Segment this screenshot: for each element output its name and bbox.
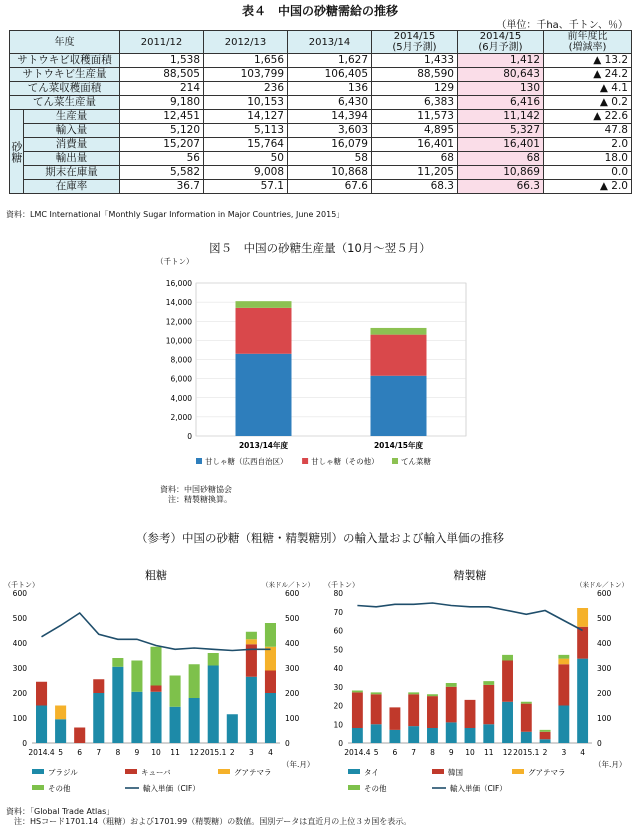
table-cell: 50 <box>204 152 288 166</box>
table-row <box>10 96 632 110</box>
y-tick-label: 70 <box>333 607 343 617</box>
x-tick-label: 2013/14年度 <box>238 441 289 450</box>
x-tick-label: 2 <box>542 748 548 757</box>
x-tick-label: 12 <box>502 748 513 757</box>
y-tick-label: 14,000 <box>165 298 192 308</box>
x-tick-label: 2014/15年度 <box>373 441 424 450</box>
bar-segment <box>558 664 569 705</box>
table-cell: 1,433 <box>372 54 458 68</box>
legend-swatch <box>392 458 398 464</box>
table-cell: 66.3 <box>458 180 544 194</box>
bar-segment <box>227 714 238 743</box>
bar-segment <box>36 706 47 744</box>
row-label: 在庫率 <box>24 180 120 194</box>
bar-segment <box>150 692 161 743</box>
bar-segment <box>265 693 276 743</box>
bar-segment <box>577 659 588 743</box>
x-tick-label: 2015.1 <box>200 748 227 757</box>
row-label: 輸入量 <box>24 124 120 138</box>
row-label: 消費量 <box>24 138 120 152</box>
table-cell: 67.6 <box>288 180 372 194</box>
table-cell: 6,416 <box>458 96 544 110</box>
y-tick-label: 80 <box>333 589 343 598</box>
bar-segment <box>36 682 47 706</box>
bar-segment <box>371 724 382 743</box>
bar-segment <box>502 661 513 702</box>
bar-segment <box>189 698 200 743</box>
bar-segment <box>371 692 382 694</box>
ref-source <box>6 807 411 827</box>
legend-swatch <box>218 769 230 774</box>
table-cell: 5,327 <box>458 124 544 138</box>
x-tick-label: 8 <box>430 748 435 757</box>
table-cell: 36.7 <box>120 180 204 194</box>
bar-segment <box>189 664 200 698</box>
raw-sugar-chart <box>0 563 320 805</box>
table-cell: 10,153 <box>204 96 288 110</box>
table-row <box>10 68 632 82</box>
y-axis-label: （千トン） <box>324 581 359 589</box>
table-cell: 10,869 <box>458 166 544 180</box>
x-tick-label: 10 <box>151 748 161 757</box>
x-tick-label: 4 <box>268 748 273 757</box>
y-tick-label: 16,000 <box>165 279 192 288</box>
bar-segment <box>446 687 457 723</box>
y-tick-label: 200 <box>12 689 27 698</box>
y2-tick-label: 400 <box>285 639 300 648</box>
bar-segment <box>502 655 513 661</box>
bar-segment <box>427 728 438 743</box>
y-tick-label: 2,000 <box>170 412 192 422</box>
bar-segment <box>352 691 363 693</box>
bar-segment <box>131 692 142 743</box>
table-cell: 3,603 <box>288 124 372 138</box>
bar-segment <box>371 328 427 335</box>
x-tick-label: 6 <box>77 748 83 757</box>
table-cell: 57.1 <box>204 180 288 194</box>
header-col: 2011/12 <box>120 31 204 54</box>
table-cell: 9,180 <box>120 96 204 110</box>
bar-segment <box>540 730 551 732</box>
table-cell: 11,142 <box>458 110 544 124</box>
table-cell: 214 <box>120 82 204 96</box>
table-cell: 4,895 <box>372 124 458 138</box>
legend-label: ブラジル <box>48 768 78 777</box>
table-cell: ▲ 13.2 <box>544 54 632 68</box>
x-tick-label: 9 <box>134 748 140 757</box>
fig5-title: 図５ 中国の砂糖生産量（10月～翌５月） <box>209 241 431 255</box>
table-cell: 56 <box>120 152 204 166</box>
y-tick-label: 400 <box>12 639 27 648</box>
y-tick-label: 0 <box>187 432 192 441</box>
x-tick-label: 5 <box>58 748 64 757</box>
y-tick-label: 100 <box>12 714 27 723</box>
chart-title: 粗糖 <box>145 569 167 582</box>
table-row <box>10 110 632 124</box>
header-col-yoy-note: (増減率) <box>568 42 607 53</box>
legend-label: その他 <box>364 784 387 793</box>
legend-label: その他 <box>48 784 71 793</box>
legend-label: キューバ <box>141 768 171 777</box>
bar-segment <box>352 728 363 743</box>
row-label: 輸出量 <box>24 152 120 166</box>
bar-segment <box>371 335 427 376</box>
fig5-note-source: 資料：中国砂糖協会 <box>160 485 232 494</box>
bar-segment <box>540 739 551 743</box>
legend-swatch <box>348 785 360 790</box>
legend-label: 甘しゃ糖（広西自治区） <box>205 457 288 466</box>
bar-segment <box>74 728 85 744</box>
row-label: てん菜生産量 <box>10 96 120 110</box>
y-axis-label: （千トン） <box>156 257 194 266</box>
y2-tick-label: 500 <box>597 614 612 623</box>
legend-swatch <box>32 785 44 790</box>
bar-segment <box>558 655 569 659</box>
bar-segment <box>93 693 104 743</box>
bar-segment <box>112 658 123 667</box>
header-col-may <box>372 31 458 54</box>
table-cell: 1,627 <box>288 54 372 68</box>
bar-segment <box>371 376 427 436</box>
table-cell: 80,643 <box>458 68 544 82</box>
bar-segment <box>371 694 382 724</box>
table-cell: 68.3 <box>372 180 458 194</box>
bar-segment <box>246 677 257 743</box>
legend-swatch <box>125 769 137 774</box>
y2-tick-label: 400 <box>597 639 612 648</box>
y2-tick-label: 300 <box>285 664 300 673</box>
bar-segment <box>465 728 476 743</box>
x-tick-label: 4 <box>580 748 586 757</box>
x-tick-label: 6 <box>392 748 398 757</box>
y-tick-label: 20 <box>333 701 343 711</box>
bar-segment <box>55 706 66 720</box>
legend-swatch <box>196 458 202 464</box>
bar-segment <box>236 301 292 308</box>
table-cell: 2.0 <box>544 138 632 152</box>
bar-segment <box>352 692 363 728</box>
y2-tick-label: 600 <box>285 589 300 598</box>
bar-segment <box>93 679 104 693</box>
bar-segment <box>521 732 532 743</box>
table-cell: ▲ 4.1 <box>544 82 632 96</box>
table-cell: 5,120 <box>120 124 204 138</box>
table-row <box>10 166 632 180</box>
bar-segment <box>408 692 419 694</box>
table-row <box>10 54 632 68</box>
x-tick-label: 5 <box>373 748 379 757</box>
header-col-june-note: (6月予測) <box>478 42 523 53</box>
bar-segment <box>170 676 181 707</box>
bar-segment <box>446 722 457 743</box>
x-tick-label: 11 <box>483 748 494 757</box>
legend-label: タイ <box>364 768 379 777</box>
y-tick-label: 10 <box>333 720 343 730</box>
table-cell: 6,430 <box>288 96 372 110</box>
x-axis-label: （年.月） <box>282 760 315 769</box>
table-cell: ▲ 24.2 <box>544 68 632 82</box>
table-cell: 106,405 <box>288 68 372 82</box>
table-cell: 11,573 <box>372 110 458 124</box>
y2-tick-label: 0 <box>597 739 602 748</box>
table4-unit: （単位：千ha、千トン、％） <box>496 20 628 31</box>
bar-segment <box>540 732 551 740</box>
row-label: サトウキビ収穫面積 <box>10 54 120 68</box>
y-tick-label: 600 <box>12 589 27 598</box>
header-col-yoy-label: 前年度比 <box>567 31 608 42</box>
table-cell: ▲ 0.2 <box>544 96 632 110</box>
table-cell: 5,582 <box>120 166 204 180</box>
legend-swatch <box>432 769 444 774</box>
x-tick-label: 2015.1 <box>513 748 540 757</box>
table-cell: ▲ 22.6 <box>544 110 632 124</box>
table-cell: 129 <box>372 82 458 96</box>
table-cell: 88,590 <box>372 68 458 82</box>
y-tick-label: 12,000 <box>165 317 192 327</box>
y-tick-label: 6,000 <box>170 374 192 384</box>
table-cell: 14,127 <box>204 110 288 124</box>
y-tick-label: 500 <box>12 614 27 623</box>
group-label-sugar: 砂糖 <box>10 110 24 194</box>
header-col-may-note: (5月予測) <box>392 42 437 53</box>
table-header-row <box>10 31 632 54</box>
bar-segment <box>483 681 494 685</box>
table-cell: 16,401 <box>372 138 458 152</box>
table-cell: 14,394 <box>288 110 372 124</box>
fig5-note-remark: 注：精製糖換算。 <box>160 495 232 504</box>
chart-title: 精製糖 <box>453 569 487 582</box>
table-cell: 1,412 <box>458 54 544 68</box>
legend-swatch <box>348 769 360 774</box>
table-row <box>10 124 632 138</box>
x-tick-label: 9 <box>448 748 454 757</box>
header-col-may-year: 2014/15 <box>393 31 436 42</box>
table4-title: 表４ 中国の砂糖需給の推移 <box>241 4 398 18</box>
bar-segment <box>465 700 476 728</box>
y-tick-label: 0 <box>338 739 343 748</box>
bar-segment <box>265 647 276 671</box>
y-tick-label: 50 <box>333 645 343 655</box>
y-tick-label: 40 <box>333 664 343 673</box>
table-cell: 10,868 <box>288 166 372 180</box>
table-row <box>10 152 632 166</box>
bar-segment <box>446 683 457 687</box>
table-cell: 1,656 <box>204 54 288 68</box>
table-cell: 16,401 <box>458 138 544 152</box>
table-cell: ▲ 2.0 <box>544 180 632 194</box>
row-label: てん菜収穫面積 <box>10 82 120 96</box>
table-cell: 136 <box>288 82 372 96</box>
x-tick-label: 3 <box>561 748 567 757</box>
header-col: 2012/13 <box>204 31 288 54</box>
bar-segment <box>246 632 257 640</box>
x-tick-label: 7 <box>96 748 102 757</box>
bar-segment <box>208 653 219 666</box>
bar-segment <box>408 726 419 743</box>
x-tick-label: 10 <box>465 748 475 757</box>
y-tick-label: 8,000 <box>170 355 192 365</box>
x-tick-label: 8 <box>115 748 121 757</box>
bar-segment <box>427 696 438 728</box>
legend-swatch <box>302 458 308 464</box>
table-cell: 5,113 <box>204 124 288 138</box>
header-year: 年度 <box>10 31 120 54</box>
bar-segment <box>408 694 419 726</box>
price-line <box>42 613 271 651</box>
legend-swatch <box>512 769 524 774</box>
table-cell: 58 <box>288 152 372 166</box>
y2-tick-label: 200 <box>597 689 612 698</box>
y2-tick-label: 100 <box>597 714 612 723</box>
table-row <box>10 180 632 194</box>
table-cell: 47.8 <box>544 124 632 138</box>
ref-source-line: 資料：「Global Trade Atlas」 <box>6 807 115 816</box>
bar-segment <box>236 354 292 436</box>
table4-source: 資料：LMC International「Monthly Sugar Information in Major Countries, June 2015」 <box>6 210 345 219</box>
table-cell: 12,451 <box>120 110 204 124</box>
table-cell: 68 <box>372 152 458 166</box>
y2-tick-label: 0 <box>285 739 290 748</box>
legend-label: てん菜糖 <box>401 457 431 466</box>
bar-segment <box>521 704 532 732</box>
header-col: 2013/14 <box>288 31 372 54</box>
price-line <box>357 603 582 631</box>
bar-segment <box>265 671 276 694</box>
legend-label: 甘しゃ糖（その他） <box>311 457 379 466</box>
fig5-chart <box>148 255 488 485</box>
table-cell: 88,505 <box>120 68 204 82</box>
header-col-june-year: 2014/15 <box>479 31 522 42</box>
header-col-june <box>458 31 544 54</box>
x-tick-label: 7 <box>411 748 417 757</box>
legend-label: 輸入単価（CIF） <box>143 784 200 793</box>
legend-swatch <box>32 769 44 774</box>
table-row <box>10 138 632 152</box>
sugar-supply-table <box>9 30 632 194</box>
y2-tick-label: 500 <box>285 614 300 623</box>
y-tick-label: 4,000 <box>170 393 192 403</box>
bar-segment <box>389 730 400 743</box>
legend-label: グアテマラ <box>234 768 272 777</box>
table-cell: 236 <box>204 82 288 96</box>
x-tick-label: 2014.4 <box>28 748 55 757</box>
y-tick-label: 60 <box>333 626 343 636</box>
table-cell: 1,538 <box>120 54 204 68</box>
bar-segment <box>170 707 181 743</box>
y-tick-label: 30 <box>333 682 343 692</box>
bar-segment <box>131 661 142 692</box>
bar-segment <box>427 694 438 696</box>
legend-label: グアテマラ <box>528 768 566 777</box>
bar-segment <box>112 667 123 743</box>
bar-segment <box>577 627 588 659</box>
refined-sugar-chart <box>320 563 640 805</box>
bar-segment <box>208 666 219 744</box>
table-row <box>10 82 632 96</box>
row-label: サトウキビ生産量 <box>10 68 120 82</box>
table-cell: 15,207 <box>120 138 204 152</box>
bar-segment <box>246 639 257 644</box>
y2-tick-label: 100 <box>285 714 300 723</box>
bar-segment <box>483 685 494 724</box>
y2-axis-label: （米ドル／トン） <box>262 581 314 589</box>
table-cell: 0.0 <box>544 166 632 180</box>
table-cell: 6,383 <box>372 96 458 110</box>
bar-segment <box>265 623 276 647</box>
bar-segment <box>150 686 161 692</box>
y-tick-label: 10,000 <box>165 336 192 346</box>
bar-segment <box>236 308 292 354</box>
y2-tick-label: 300 <box>597 664 612 673</box>
y2-tick-label: 200 <box>285 689 300 698</box>
bar-segment <box>389 707 400 730</box>
y2-tick-label: 600 <box>597 589 612 598</box>
bar-segment <box>483 724 494 743</box>
x-tick-label: 2 <box>229 748 235 757</box>
x-tick-label: 3 <box>248 748 254 757</box>
table-cell: 11,205 <box>372 166 458 180</box>
bar-segment <box>521 702 532 704</box>
bar-segment <box>150 647 161 686</box>
table-cell: 18.0 <box>544 152 632 166</box>
row-label: 生産量 <box>24 110 120 124</box>
y-tick-label: 300 <box>12 664 27 673</box>
y2-axis-label: （米ドル／トン） <box>576 581 628 589</box>
ref-source-note: 注：HSコード1701.14（粗糖）および1701.99（精製糖）の数値。国別データは直近月の上位３カ国を表示。 <box>6 817 412 826</box>
y-axis-label: （千トン） <box>4 581 39 589</box>
bar-segment <box>558 659 569 665</box>
legend-label: 韓国 <box>448 768 463 777</box>
bar-segment <box>502 702 513 743</box>
bar-segment <box>55 719 66 743</box>
legend-label: 輸入単価（CIF） <box>450 784 507 793</box>
ref-title: （参考）中国の砂糖（粗糖・精製糖別）の輸入量および輸入単価の推移 <box>136 531 504 545</box>
table-cell: 9,008 <box>204 166 288 180</box>
fig5-note <box>160 485 232 505</box>
table-cell: 16,079 <box>288 138 372 152</box>
x-tick-label: 11 <box>170 748 180 757</box>
x-axis-label: （年.月） <box>594 760 627 769</box>
table-cell: 68 <box>458 152 544 166</box>
bar-segment <box>558 706 569 744</box>
x-tick-label: 2014.4 <box>344 748 371 757</box>
y-tick-label: 0 <box>22 739 27 748</box>
x-tick-label: 12 <box>189 748 199 757</box>
row-label: 期末在庫量 <box>24 166 120 180</box>
table-cell: 130 <box>458 82 544 96</box>
header-col-yoy <box>544 31 632 54</box>
table-cell: 15,764 <box>204 138 288 152</box>
bar-segment <box>577 608 588 627</box>
table-cell: 103,799 <box>204 68 288 82</box>
